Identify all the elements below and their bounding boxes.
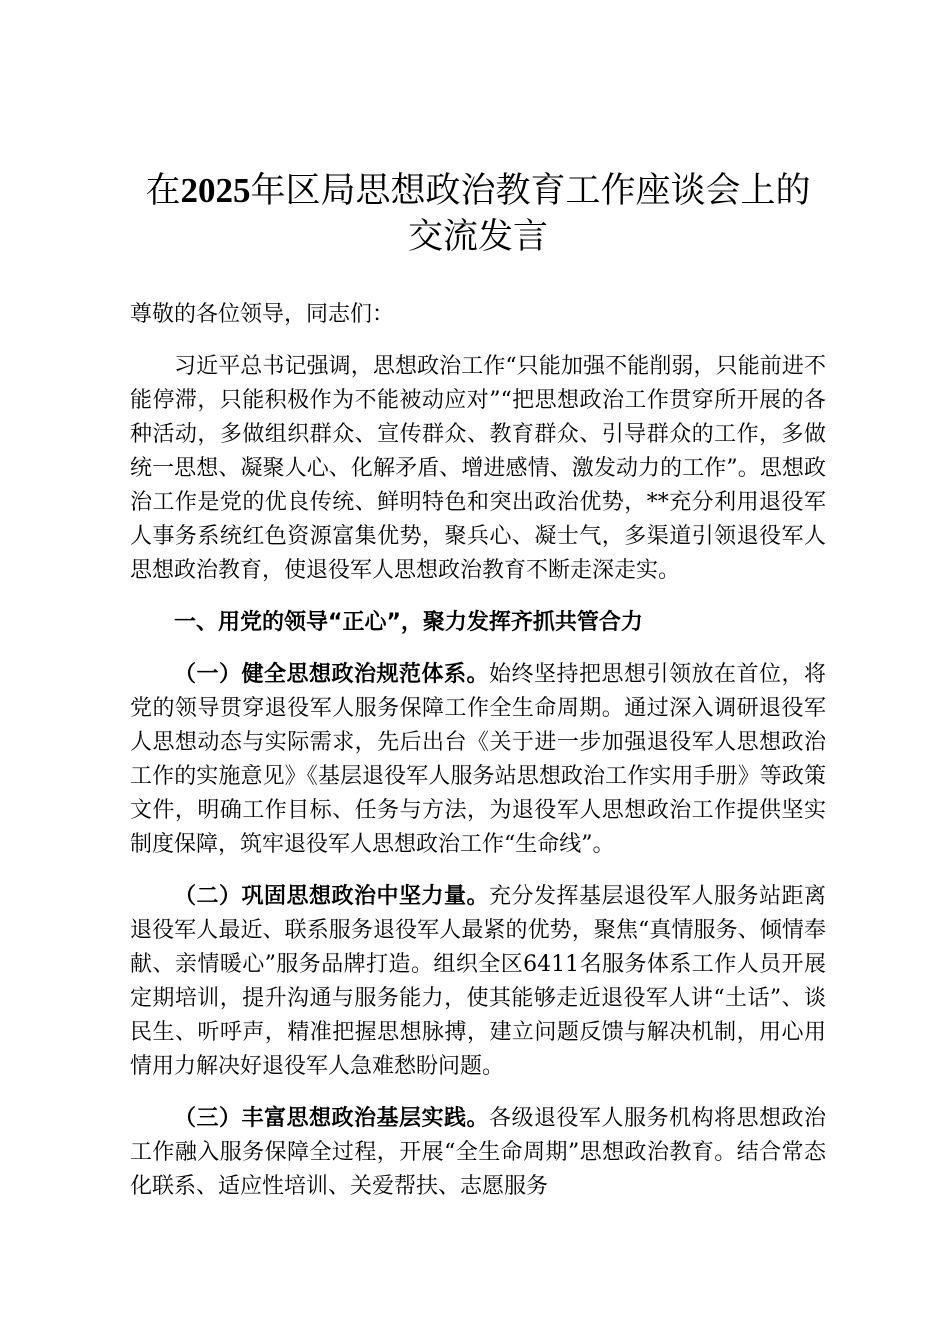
salutation: 尊敬的各位领导，同志们： [130,302,395,327]
title-line2: 交流发言 [407,217,548,257]
document-page [130,168,826,1204]
item-lead-3: （三）丰富思想政治基层实践。 [174,1106,489,1131]
item-paragraph-3 [130,1102,826,1204]
item-body-1: 始终坚持把思想引领放在首位，将党的领导贯穿退役军人服务保障工作全生命周期。通过深入调研退役军人思想动态与实际需求，先后出台《关于进一步加强退役军人思想政治工作的实施意见》《基层退役军人服务站思想政治工作实用手册》等政策文件，明确工作目标、任务与方法，为退役军人思想政治工作提供坚实制度保障，筑牢退役军人思想政治工作“生命线”。 [130,662,826,857]
item-lead-1: （一）健全思想政治规范体系。 [174,662,489,687]
item-lead-2: （二）巩固思想政治中坚力量。 [174,884,489,909]
item-body-3: 各级退役军人服务机构将思想政治工作融入服务保障全过程，开展“全生命周期”思想政治教育。结合常态化联系、适应性培训、关爱帮扶、志愿服务 [130,1106,826,1199]
intro-paragraph: 习近平总书记强调，思想政治工作“只能加强不能削弱，只能前进不能停滞，只能积极作为不能被动应对”“把思想政治工作贯穿所开展的各种活动，多做组织群众、宣传群众、教育群众、引导群众的工作，多做统一思想、凝聚人心、化解矛盾、增进感情、激发动力的工作”。思想政治工作是党的优良传统、鲜明特色和突出政治优势，**充分利用退役军人事务系统红色资源富集优势，聚兵心、凝士气，多渠道引领退役军人思想政治教育，使退役军人思想政治教育不断走深走实。 [130,354,826,583]
document-title [130,168,826,260]
title-line1-rest: 年区局思想政治教育工作座谈会上的 [250,171,811,211]
item-body-2: 充分发挥基层退役军人服务站距离退役军人最近、联系服务退役军人最紧的优势，聚焦“真情服务、倾情奉献、亲情暖心”服务品牌打造。组织全区6411名服务体系工作人员开展定期培训，提升沟通与服务能力，使其能够走近退役军人讲“土话”、谈民生、听呼声，精准把握思想脉搏，建立问题反馈与解决机制，用心用情用力解决好退役军人急难愁盼问题。 [130,884,826,1079]
title-year: 2025 [180,171,251,210]
section-heading-1: 一、用党的领导“正心”，聚力发挥齐抓共管合力 [174,610,643,635]
item-paragraph-1 [130,658,826,862]
item-paragraph-2 [130,880,826,1084]
title-prefix: 在 [145,171,181,211]
